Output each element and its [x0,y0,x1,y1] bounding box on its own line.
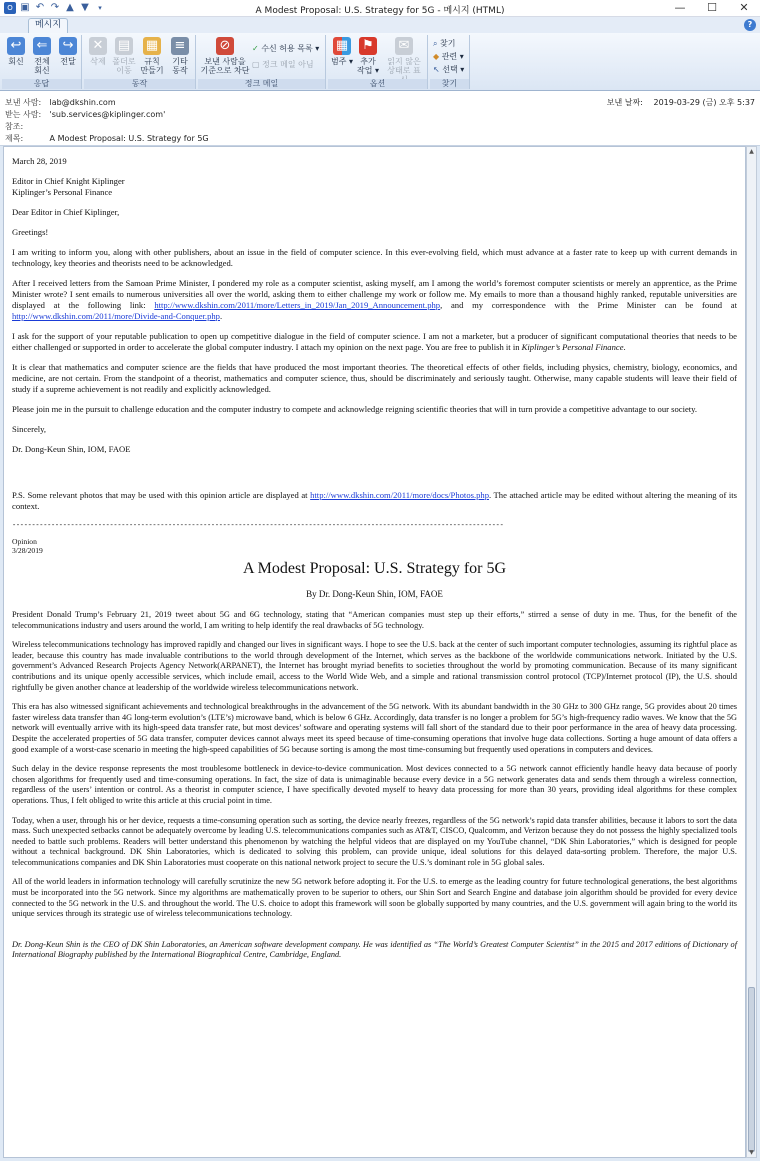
actions-group [84,35,196,89]
article-section: Opinion [12,537,37,546]
cc-label: 참조: [5,122,24,131]
window-title: A Modest Proposal: U.S. Strategy for 5G - 메시지 (HTML) [255,6,505,16]
letter-closing: Sincerely, [12,424,47,434]
down-arrow-icon[interactable]: ▼ [81,2,89,13]
divide-conquer-link[interactable]: http://www.dkshin.com/2011/more/Divide-and-Conquer.php [12,311,220,321]
article-paragraph: All of the world leaders in information technology will carefully scrutinize the new 5G network before adopting it. For the U.S. to emerge as the leading country for future technological generations, the best algorithms must be incorporated into the 5G network. Since my algorithms are mathematically proven to be superior to others, our Shin Sort and Search Engine and database join algorithm should be provided for every device connected to the 5G network in the U.S. and throughout the world. The U.S. choice to adopt this framework will soon be globally supported by many countries, and the U.S. government will again bring to the world its unique services through its strategic use of wireless telecommunications technology. [12,877,737,919]
mark-unread-button[interactable]: ✉ 읽지 않은 상태로 표 [387,38,421,75]
other-actions-button[interactable]: ≡ 기타 동작 [172,38,188,75]
article-paragraph: President Donald Trump’s February 21, 2019 tweet about 5G and 6G technology, stating that “American companies must step up their efforts,” stirred a sense of duty in me. Thus, for the benefit of the telecommunications industry and users around the world, I am writing to help identify the real drawbacks of 5G technology. [12,610,737,630]
announcement-link[interactable]: http://www.dkshin.com/2011/more/Letters_in_2019/Jan_2019_Announcement.php [154,300,441,310]
minimize-button[interactable]: — [674,1,686,14]
delete-button[interactable]: ✕ 삭제 [90,38,106,66]
subject-label: 제목: [5,134,24,143]
binoculars-icon: ⌕ [433,39,438,48]
subject-row [5,133,209,144]
letter-paragraph: Please join me in the pursuit to challenge education and the computer industry to compete and acknowledge reigning scientific theories that will in turn provide a competitive advantage to our society. [12,404,698,414]
article [12,537,737,961]
sent-value: 2019-03-29 (금) 오후 5:37 [653,98,755,107]
scroll-thumb[interactable] [748,987,755,1152]
find-button[interactable]: ⌕ 찾기 [433,39,456,48]
photos-link[interactable]: http://www.dkshin.com/2011/more/docs/Photos.php [310,490,489,500]
message-header [0,91,760,146]
undo-icon[interactable]: ↶ [35,2,45,13]
actions-group-label: 동작 [84,79,195,89]
letter-paragraph: It is clear that mathematics and computer science are the fields that have produced the most important theories. The theoretical effects of other fields, including physics, chemistry, biology, economics, and medicine, are not certain. From the standpoint of a theorist, mathematics and computer science, thus, should be discriminately and seriously taught. Otherwise, many capable students will leave their field of study if a supreme achievement is not readily and explicitly acknowledged. [12,362,737,394]
ribbon [0,33,760,91]
letter-recipient-org: Kiplinger’s Personal Finance [12,187,113,197]
article-paragraph: Today, when a user, through his or her device, requests a time-consuming operation such as sorting, the device nearly freezes, regardless of the 5G network’s rapid data transfer abilities, because it labors to sort the data mass. Such unexpected setbacks cannot be adequately overcome by leading U.S. telecommunications companies such as AT&T, CISCO, Qualcomm, and Verizon because they do not possess the highly specialized tools needed to battle such problems. Readers will better understand this phenomenon by watching the helpful videos that are displayed on my YouTube channel, “DK Shin Laboratories,” which is designed for people without a technical background. DK Shin Laboratories, which is dedicated to solving this problem, can provide unique, ideal solutions for this delayed data-sorting problem. Therefore, the major U.S. telecommunications companies and DK Shin Laboratories must cooperate on this national network project to secure the U.S.’s dominant role in 5G global sales. [12,815,737,867]
folder-move-icon: ▤ [115,37,133,55]
title-bar [0,0,760,17]
letter-date: March 28, 2019 [12,156,67,166]
find-group-label: 찾기 [430,79,469,89]
vertical-scrollbar[interactable] [746,146,757,1158]
delete-icon: ✕ [89,37,107,55]
safe-senders-icon: ✓ [252,44,259,53]
letter-postscript: P.S. Some relevant photos that may be used with this opinion article are displayed at http://www.dkshin.com/2011/more/docs/Photos.php. The attached article may be edited without altering the meaning of its context. [12,490,737,511]
options-group [328,35,428,89]
scroll-up-icon[interactable]: ▲ [749,148,754,155]
block-sender-icon: ⊘ [216,37,234,55]
rule-icon: ▦ [143,37,161,55]
forward-icon: ↪ [59,37,77,55]
letter-salutation: Dear Editor in Chief Kiplinger, [12,207,120,217]
not-junk-button[interactable]: ▢ 정크 메일 아님 [252,60,314,69]
article-title: A Modest Proposal: U.S. Strategy for 5G [242,560,507,577]
junk-group [198,35,326,89]
article-paragraph: Wireless telecommunications technology has improved rapidly and changed our lives in significant ways. I hope to see the U.S. back at the center of such important computer technologies, assuming its rightful place as leader, because this country has made invaluable contributions to the world through development of the Internet, which serves as the backbone of the worldwide communications network. Initiated by the U.S. government’s Advanced Research Projects Agency Network(ARPANET), the Internet has brought myriad benefits to societies throughout the world by promoting communication. Because of its many significant contributions and its unique openly accessible services, which include email, access to the World Wide Web, and a simple and rational transmission control protocol (TCP)/Internet protocol (IP), the U.S. should rightfully be given another chance at leadership of the worldwide wireless telecommunications network. [12,640,737,692]
reply-all-button[interactable]: ⇐ 전체 회신 [34,38,50,75]
mark-unread-icon: ✉ [395,37,413,55]
outlook-icon[interactable]: O [4,2,16,14]
article-date: 3/28/2019 [12,546,43,555]
categorize-button[interactable]: ▦ 범주 ▾ [330,38,354,66]
maximize-button[interactable]: ☐ [707,1,717,14]
create-rule-button[interactable]: ▦ 규칙 만들기 [140,38,164,75]
from-row [5,97,116,108]
article-paragraph: Such delay in the device response represents the most troublesome bottleneck in device-to-device communication. Most devices connected to a 5G network cannot efficiently handle heavy data because of poorly chosen algorithms for frequently used and time-consuming operations. In fact, the size of data is unimaginable because every device in a 5G network generates data and sends them through a wireless connection, regardless of the users’ intention or control. As a theorist in computer science, I have specifically devoted myself to heavy data processing for more than 30 years, providing ideal algorithms for these complex operations. Thus, I felt obliged to write this article at this crucial point in time. [12,764,737,805]
safe-senders-button[interactable]: ✓ 수신 허용 목록 ▾ [252,44,320,53]
category-icon: ▦ [333,37,351,55]
author-bio: Dr. Dong-Keun Shin is the CEO of DK Shin Laboratories, an American software development company. He was identified as “The World’s Greatest Computer Scientist” in the 2015 and 2017 editions of Dictionary of International Biography published by the International Biographical Centre, Cambridge, England. [12,939,737,960]
to-label: 받는 사람: [5,110,42,119]
forward-button[interactable]: ↪ 전달 [60,38,76,66]
select-button[interactable]: ↖ 선택 ▾ [433,65,465,74]
select-icon: ↖ [433,65,440,74]
junk-group-label: 정크 메일 [198,79,325,89]
help-icon[interactable]: ? [744,19,756,31]
ribbon-tab-row [0,17,760,33]
scroll-down-icon[interactable]: ▼ [749,1149,754,1156]
reply-group [2,35,82,89]
up-arrow-icon[interactable]: ▲ [66,2,74,13]
reply-button[interactable]: ↩ 회신 [8,38,24,66]
follow-up-button[interactable]: ⚑ 추가 작업 ▾ [356,38,380,75]
letter-greeting: Greetings! [12,227,49,237]
divider-line: ------------------------------------------------------------------------------------------------------------------------------ [12,522,504,530]
not-junk-icon: ▢ [252,60,260,69]
customize-qat-icon[interactable]: ▾ [98,4,102,12]
letter-signature: Dr. Dong-Keun Shin, IOM, FAOE [12,444,131,454]
letter-recipient-name: Editor in Chief Knight Kiplinger [12,176,125,186]
article-paragraph: This era has also witnessed significant achievements and technological breakthroughs in the advancement of the 5G network. With its abundant bandwidth in the 30 GHz to 300 GHz range, 5G provides about 20 times faster wireless data transfer than 4G long-term evolution’s (LTE’s) microwave band, which is below 6 GHz. Accordingly, data transfer is no longer a problem for 5G’s high-frequency radio waves. We know that the 5G network will eventually arrive with its high-speed data transfer rate, but most devices’ software and operating systems will fall short of the standard due to their poor performance in the area of heavy data processing. Despite the accelerated properties of 5G data transfer, computer devices cannot always meet its speed because of time-consuming operations that involve huge data collections. Sorting a huge amount of data offers a good example of a worst-case scenario in meeting the high-speed capabilities of 5G because sorting is among the most time-consuming but frequently used operations in computers and devices. [12,702,737,754]
reply-icon: ↩ [7,37,25,55]
related-button[interactable]: ◆ 관련 ▾ [433,52,464,61]
article-byline: By Dr. Dong-Keun Shin, IOM, FAOE [306,589,443,599]
from-label: 보낸 사람: [5,98,42,107]
from-value[interactable]: lab@dkshin.com [49,98,116,107]
sent-row [607,97,755,108]
letter-paragraph: After I received letters from the Samoan Prime Minister, I pondered my role as a computer scientist, asking myself, am I among the world’s foremost computer scientists or merely an apprentice, as the Prime Minister wrote? I sent emails to numerous universities all over the world, asking them to either challenge my work or follow me. My emails to more than a thousand highly ranked, reputable universities are displayed at the following link: http://www.dkshin.com/2011/more/Letters_in_2019/Jan_2019_Announcement.php, and my correspondence with the Prime Minister can be found at http://www.dkshin.com/2011/more/Divide-and-Conquer.php. [12,278,737,321]
block-sender-button[interactable]: ⊘ 보낸 사람을 기준으로 차단 [200,38,250,75]
sent-label: 보낸 날짜: [606,98,643,107]
other-actions-icon: ≡ [171,37,189,55]
close-button[interactable]: ✕ [739,1,749,14]
options-group-label: 옵션 [328,79,427,89]
find-group [430,35,470,89]
reply-all-icon: ⇐ [33,37,51,55]
tab-message[interactable]: 메시지 [28,18,68,33]
subject-value: A Modest Proposal: U.S. Strategy for 5G [49,134,209,143]
quick-access-toolbar [4,2,106,14]
move-to-folder-button[interactable]: ▤ 폴더로 이동 [112,38,136,75]
save-icon[interactable]: ▣ [20,2,30,13]
reply-group-label: 응답 [2,79,81,89]
letter-paragraph: I ask for the support of your reputable publication to open up competitive dialogue in the field of computer science. I am not a marketer, but a producer of significant computational theories that needs to be either challenged or supported in order to accelerate the global computer industry. I attach my opinion on the next page. You are free to publish it in Kiplinger’s Personal Finance. [12,331,737,352]
related-icon: ◆ [433,52,440,61]
to-value[interactable]: 'sub.services@kiplinger.com' [49,110,166,119]
flag-icon: ⚑ [359,37,377,55]
message-body[interactable] [3,146,746,1158]
cc-row [5,121,47,132]
redo-icon[interactable]: ↷ [50,2,60,13]
to-row [5,109,165,120]
letter-paragraph: I am writing to inform you, along with other publishers, about an issue in the field of computer science. In this ever-evolving field, which must advance at a faster rate to keep up with current demands in technology, key theories and theorists need to be acknowledged. [12,247,737,268]
